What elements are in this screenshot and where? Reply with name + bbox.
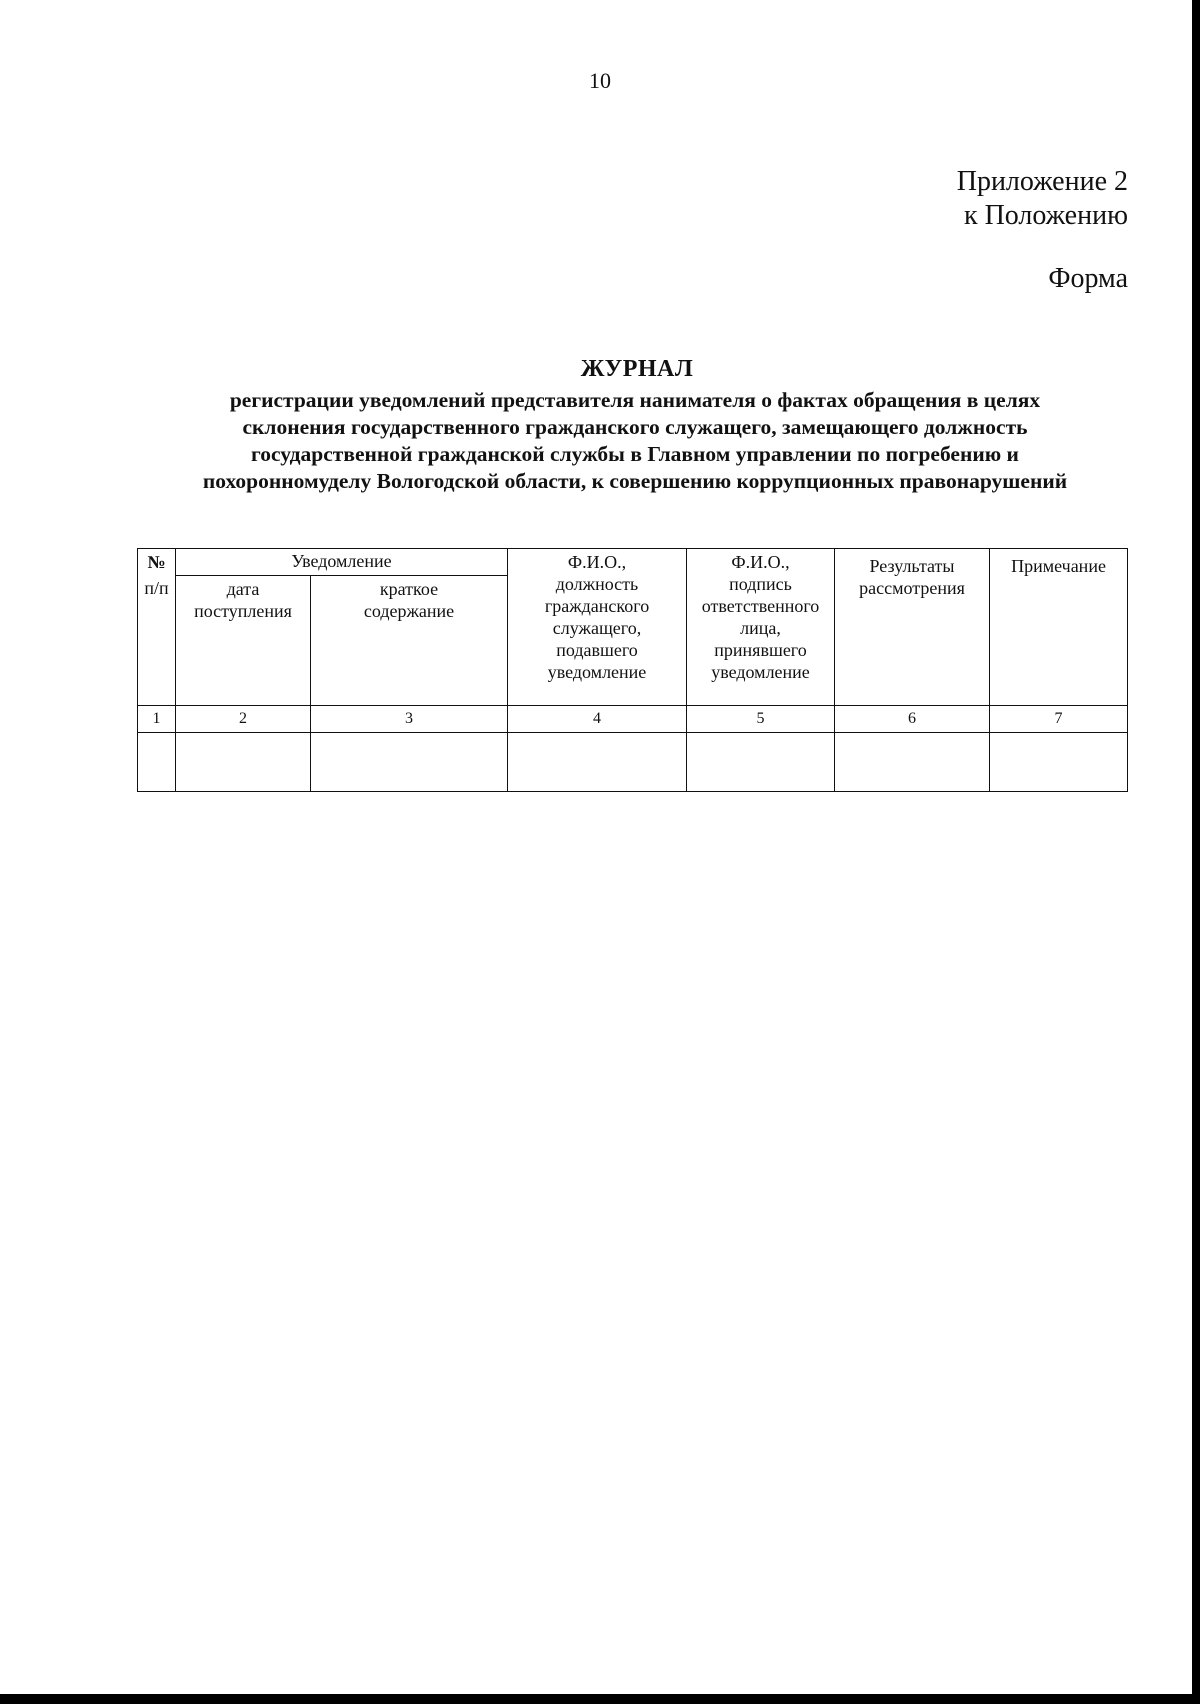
column-number: 1 <box>138 706 176 733</box>
column-number: 5 <box>687 706 835 733</box>
header-no-top: № <box>138 549 176 576</box>
empty-cell <box>990 733 1128 792</box>
document-title: ЖУРНАЛ <box>580 356 694 382</box>
header-date: дата поступления <box>176 575 311 706</box>
column-number: 2 <box>176 706 311 733</box>
header-employee: Ф.И.О., должность гражданского служащего, подавшего уведомление <box>508 549 687 706</box>
empty-cell <box>176 733 311 792</box>
document-subtitle <box>135 387 1135 495</box>
column-numbers-row <box>138 706 1128 733</box>
empty-cell <box>508 733 687 792</box>
subtitle-line: склонения государственного гражданского служащего, замещающего должность <box>242 415 1028 439</box>
header-no-bottom: п/п <box>138 575 176 706</box>
column-number: 4 <box>508 706 687 733</box>
page-number: 10 <box>589 68 611 93</box>
empty-cell <box>687 733 835 792</box>
header-notification: Уведомление <box>176 549 508 576</box>
subtitle-line: похоронномуделу Вологодской области, к совершению коррупционных правонарушений <box>202 469 1068 493</box>
header-responsible: Ф.И.О., подпись ответственного лица, принявшего уведомление <box>687 549 835 706</box>
subtitle-line: государственной гражданской службы в Главном управлении по погребению и <box>251 442 1019 466</box>
header-results: Результаты рассмотрения <box>835 549 990 706</box>
column-number: 6 <box>835 706 990 733</box>
appendix-line-2: к Положению <box>963 200 1128 231</box>
empty-cell <box>835 733 990 792</box>
empty-cell <box>138 733 176 792</box>
form-label: Форма <box>1048 263 1128 294</box>
journal-table <box>137 548 1128 792</box>
header-note: Примечание <box>990 549 1128 706</box>
column-number: 3 <box>311 706 508 733</box>
appendix-reference <box>957 165 1128 233</box>
column-number: 7 <box>990 706 1128 733</box>
subtitle-line: регистрации уведомлений представителя нанимателя о фактах обращения в целях <box>229 388 1041 412</box>
header-row-1 <box>138 549 1128 576</box>
scan-edge-bottom <box>0 1694 1200 1704</box>
appendix-line-1: Приложение 2 <box>956 166 1128 197</box>
scan-edge-right <box>1192 0 1200 1704</box>
empty-cell <box>311 733 508 792</box>
table-row <box>138 733 1128 792</box>
header-summary: краткое содержание <box>311 575 508 706</box>
